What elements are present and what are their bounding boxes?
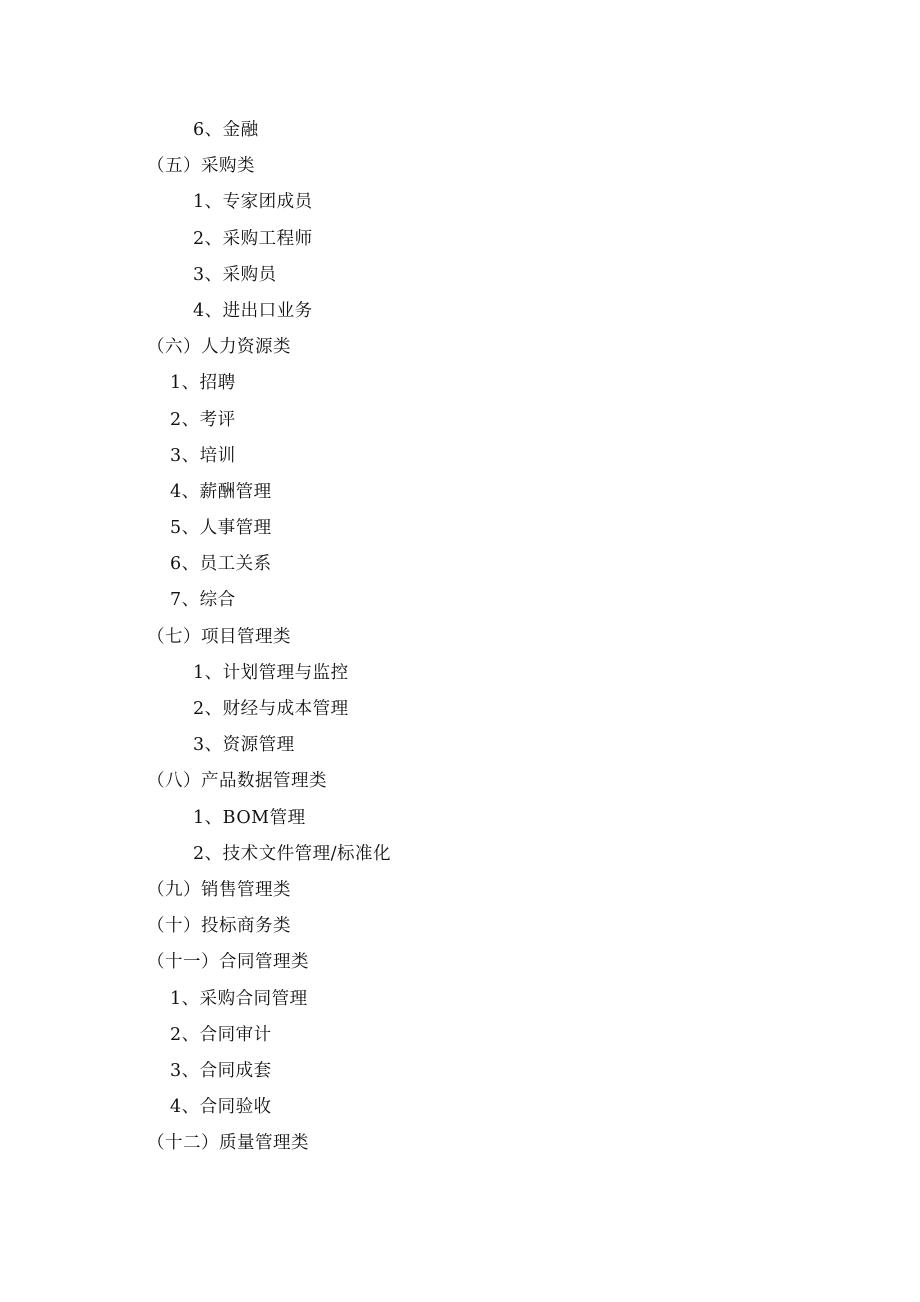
outline-item: 6、金融 <box>193 120 259 140</box>
outline-item: 1、招聘 <box>170 373 236 394</box>
outline-item: 2、合同审计 <box>170 1024 272 1045</box>
document-outline <box>0 112 920 1161</box>
outline-item: 2、财经与成本管理 <box>193 699 349 719</box>
outline-item: 6、员工关系 <box>170 554 272 575</box>
outline-item: 1、专家团成员 <box>193 192 313 213</box>
section-heading: （十二）质量管理类 <box>147 1133 309 1154</box>
section-heading: （五）采购类 <box>147 156 255 177</box>
section-heading: （九）销售管理类 <box>147 879 291 900</box>
section-heading: （八）产品数据管理类 <box>147 771 327 792</box>
outline-item: 1、BOM管理 <box>193 807 306 828</box>
section-heading: （十一）合同管理类 <box>147 952 309 973</box>
section-heading: （十）投标商务类 <box>147 916 291 937</box>
section-heading: （六）人力资源类 <box>147 337 291 358</box>
outline-item: 1、采购合同管理 <box>170 988 308 1009</box>
outline-item: 7、综合 <box>170 590 236 611</box>
outline-item: 2、技术文件管理/标准化 <box>193 843 392 864</box>
outline-item: 4、进出口业务 <box>193 300 313 321</box>
outline-item: 4、合同验收 <box>170 1097 272 1118</box>
outline-item: 3、培训 <box>170 445 236 466</box>
section-heading: （七）项目管理类 <box>147 626 291 647</box>
outline-item: 1、计划管理与监控 <box>193 662 349 683</box>
outline-item: 3、采购员 <box>193 264 277 285</box>
outline-item: 3、资源管理 <box>193 735 295 756</box>
outline-item: 3、合同成套 <box>170 1060 272 1081</box>
outline-item: 4、薪酬管理 <box>170 481 272 502</box>
outline-item: 2、考评 <box>170 409 236 430</box>
outline-item: 5、人事管理 <box>170 518 272 539</box>
outline-item: 2、采购工程师 <box>193 228 313 249</box>
